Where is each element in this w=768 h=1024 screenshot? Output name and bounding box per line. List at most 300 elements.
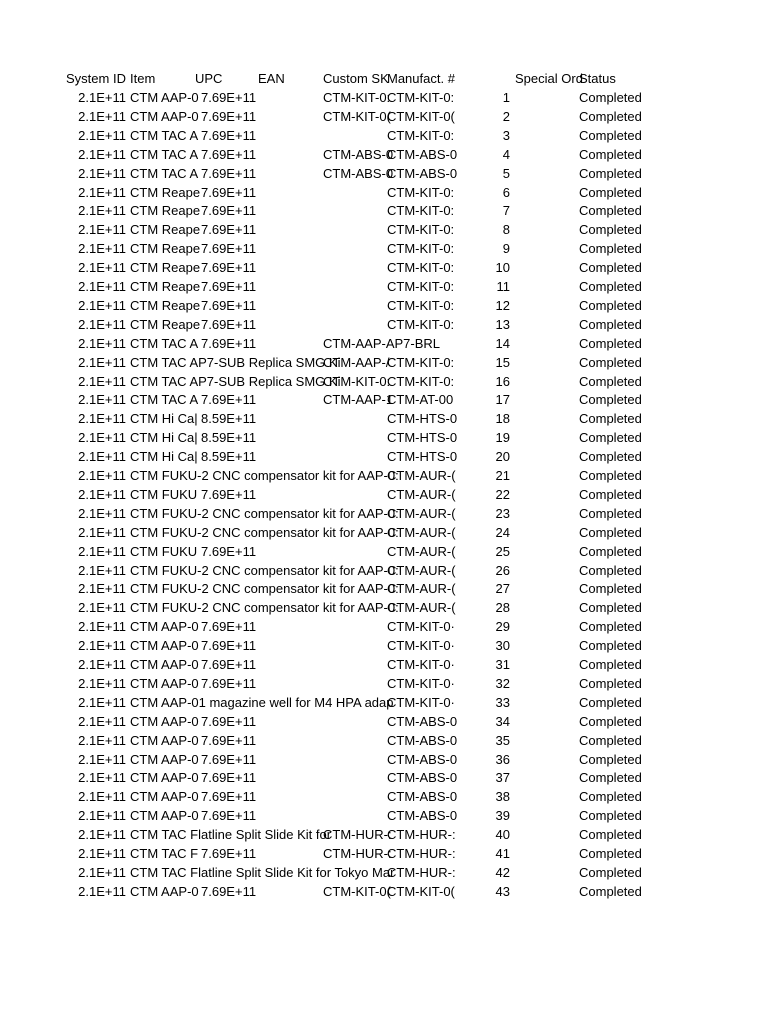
cell-upc[interactable] (201, 598, 319, 617)
cell-custom-sku[interactable] (323, 693, 385, 712)
cell-manufact[interactable]: CTM-KIT-0· (387, 657, 455, 672)
cell-custom-sku[interactable] (323, 277, 385, 296)
cell-custom-sku[interactable]: CTM-KIT-0( (323, 883, 391, 899)
cell-item[interactable]: CTM TAC Flatline Split Slide Kit for (130, 827, 332, 843)
cell-special-order[interactable]: 11 (496, 279, 510, 294)
cell-manufact[interactable]: CTM-AUR-( (387, 543, 456, 559)
cell-manufact[interactable]: CTM-ABS-0 (387, 732, 458, 748)
cell-special-order[interactable]: 20 (495, 449, 510, 465)
cell-item[interactable]: CTM AAP-0 (130, 675, 199, 691)
cell-system-id[interactable]: 2.1E+11 (78, 486, 126, 502)
cell-manufact[interactable]: CTM-AUR-( (387, 600, 456, 616)
cell-item[interactable]: CTM AAP-0 (130, 619, 199, 635)
cell-status[interactable]: Completed (579, 335, 642, 351)
cell-system-id[interactable]: 2.1E+11 (78, 430, 126, 446)
cell-upc[interactable]: 7.69E+11 (201, 146, 257, 162)
cell-upc[interactable] (201, 561, 319, 580)
cell-system-id[interactable]: 2.1E+11 (78, 657, 126, 672)
cell-system-id[interactable]: 2.1E+11 (78, 543, 126, 559)
cell-upc[interactable]: 7.69E+11 (201, 808, 257, 824)
cell-upc[interactable]: 7.69E+11 (201, 90, 257, 105)
cell-system-id[interactable]: 2.1E+11 (78, 222, 126, 238)
cell-system-id[interactable]: 2.1E+11 (78, 751, 126, 767)
cell-manufact[interactable]: CTM-KIT-0· (387, 619, 455, 635)
cell-system-id[interactable]: 2.1E+11 (78, 449, 126, 465)
cell-upc[interactable]: 7.69E+11 (201, 732, 257, 748)
cell-item[interactable]: CTM TAC F (130, 846, 199, 861)
cell-special-order[interactable]: 23 (495, 505, 510, 521)
cell-system-id[interactable]: 2.1E+11 (78, 864, 126, 880)
cell-custom-sku[interactable] (323, 598, 385, 617)
cell-custom-sku[interactable]: CTM-AAP-AP7-BRL (323, 335, 441, 351)
cell-custom-sku[interactable] (323, 542, 385, 561)
cell-manufact[interactable]: CTM-KIT-0: (387, 260, 455, 276)
cell-system-id[interactable]: 2.1E+11 (78, 789, 126, 805)
cell-upc[interactable]: 7.69E+11 (201, 846, 257, 861)
cell-system-id[interactable]: 2.1E+11 (78, 90, 126, 105)
cell-special-order[interactable]: 43 (495, 883, 510, 899)
cell-system-id[interactable]: 2.1E+11 (78, 846, 126, 861)
cell-status[interactable]: Completed (579, 864, 642, 880)
cell-status[interactable]: Completed (579, 732, 642, 748)
cell-status[interactable]: Completed (579, 108, 642, 124)
cell-manufact[interactable]: CTM-AUR-( (387, 468, 456, 483)
cell-upc[interactable]: 7.69E+11 (201, 316, 257, 332)
header-upc[interactable]: UPC (195, 71, 223, 86)
cell-system-id[interactable]: 2.1E+11 (78, 732, 126, 748)
cell-system-id[interactable]: 2.1E+11 (78, 581, 126, 597)
cell-status[interactable]: Completed (579, 751, 642, 767)
cell-system-id[interactable]: 2.1E+11 (78, 297, 126, 313)
cell-special-order[interactable]: 14 (495, 335, 510, 351)
cell-system-id[interactable]: 2.1E+11 (78, 260, 126, 276)
cell-custom-sku[interactable] (323, 768, 385, 787)
cell-upc[interactable] (201, 693, 319, 712)
cell-special-order[interactable]: 9 (502, 241, 510, 257)
cell-system-id[interactable]: 2.1E+11 (78, 562, 126, 578)
cell-item[interactable]: CTM Reape (130, 203, 201, 219)
cell-item[interactable]: CTM TAC A (130, 127, 199, 143)
cell-status[interactable]: Completed (579, 694, 642, 710)
cell-upc[interactable]: 7.69E+11 (201, 203, 257, 219)
cell-custom-sku[interactable]: CTM-AAP-/ (323, 354, 390, 370)
cell-manufact[interactable]: CTM-KIT-0: (387, 203, 455, 219)
cell-manufact[interactable]: CTM-ABS-0 (387, 713, 458, 729)
cell-custom-sku[interactable] (323, 806, 385, 825)
cell-status[interactable]: Completed (579, 505, 642, 521)
header-status[interactable]: Status (579, 71, 616, 86)
cell-system-id[interactable]: 2.1E+11 (78, 468, 126, 483)
cell-system-id[interactable]: 2.1E+11 (78, 184, 126, 200)
cell-special-order[interactable]: 21 (495, 468, 510, 483)
cell-item[interactable]: CTM Reape (130, 184, 201, 200)
cell-item[interactable]: CTM AAP-0 (130, 808, 199, 824)
cell-manufact[interactable]: CTM-AUR-( (387, 486, 456, 502)
cell-manufact[interactable]: CTM-KIT-0: (387, 297, 455, 313)
cell-status[interactable]: Completed (579, 241, 642, 257)
cell-system-id[interactable]: 2.1E+11 (78, 279, 126, 294)
cell-manufact[interactable]: CTM-HTS-0 (387, 449, 458, 465)
cell-status[interactable]: Completed (579, 789, 642, 805)
cell-system-id[interactable]: 2.1E+11 (78, 694, 126, 710)
cell-special-order[interactable]: 12 (495, 297, 510, 313)
cell-special-order[interactable]: 17 (495, 392, 510, 408)
cell-upc[interactable]: 8.59E+11 (201, 430, 257, 446)
cell-custom-sku[interactable]: CTM-AAP-1 (323, 392, 394, 408)
cell-upc[interactable]: 7.69E+11 (201, 260, 257, 276)
header-item[interactable]: Item (130, 71, 156, 86)
cell-system-id[interactable]: 2.1E+11 (78, 203, 126, 219)
cell-system-id[interactable]: 2.1E+11 (78, 883, 126, 899)
cell-system-id[interactable]: 2.1E+11 (78, 524, 126, 540)
cell-manufact[interactable]: CTM-HTS-0 (387, 411, 458, 427)
cell-special-order[interactable]: 22 (495, 486, 510, 502)
cell-custom-sku[interactable] (323, 523, 385, 542)
cell-special-order[interactable]: 15 (495, 354, 510, 370)
cell-special-order[interactable]: 8 (502, 222, 510, 238)
cell-status[interactable]: Completed (579, 619, 642, 635)
cell-system-id[interactable]: 2.1E+11 (78, 127, 126, 143)
cell-item[interactable]: CTM FUKU-2 CNC compensator kit for AAP-0: (130, 562, 399, 578)
cell-system-id[interactable]: 2.1E+11 (78, 146, 126, 162)
cell-manufact[interactable]: CTM-ABS-0 (387, 146, 458, 162)
cell-upc[interactable]: 7.69E+11 (201, 751, 257, 767)
cell-system-id[interactable]: 2.1E+11 (78, 619, 126, 635)
cell-upc[interactable]: 7.69E+11 (201, 619, 257, 635)
cell-upc[interactable] (201, 523, 319, 542)
cell-item[interactable]: CTM FUKU-2 CNC compensator kit for AAP-0: (130, 505, 399, 521)
cell-manufact[interactable]: CTM-KIT-0: (387, 316, 455, 332)
cell-special-order[interactable]: 33 (495, 694, 510, 710)
cell-special-order[interactable]: 10 (495, 260, 510, 276)
cell-item[interactable]: CTM Reape (130, 222, 201, 238)
cell-item[interactable]: CTM TAC AP7-SUB Replica SMG Ki (130, 373, 341, 389)
cell-custom-sku[interactable]: CTM-ABS-0 (323, 146, 394, 162)
cell-special-order[interactable]: 31 (495, 657, 510, 672)
cell-system-id[interactable]: 2.1E+11 (78, 316, 126, 332)
cell-item[interactable]: CTM FUKU-2 CNC compensator kit for AAP-0: (130, 468, 399, 483)
cell-custom-sku[interactable] (323, 504, 385, 523)
cell-upc[interactable]: 7.69E+11 (201, 883, 257, 899)
cell-manufact[interactable]: CTM-AUR-( (387, 562, 456, 578)
cell-special-order[interactable]: 36 (495, 751, 510, 767)
cell-system-id[interactable]: 2.1E+11 (78, 808, 126, 824)
cell-system-id[interactable]: 2.1E+11 (78, 713, 126, 729)
cell-custom-sku[interactable] (323, 863, 385, 882)
cell-item[interactable]: CTM FUKU-2 CNC compensator kit for AAP-0: (130, 524, 399, 540)
cell-special-order[interactable]: 5 (502, 165, 510, 181)
cell-upc[interactable]: 7.69E+11 (201, 184, 257, 200)
cell-manufact[interactable]: CTM-KIT-0: (387, 222, 455, 238)
cell-status[interactable]: Completed (579, 316, 642, 332)
cell-custom-sku[interactable]: CTM-ABS-0 (323, 165, 394, 181)
cell-status[interactable]: Completed (579, 165, 642, 181)
cell-upc[interactable]: 7.69E+11 (201, 486, 257, 502)
cell-manufact[interactable]: CTM-AUR-( (387, 524, 456, 540)
header-custom-sku[interactable]: Custom SK (323, 71, 389, 86)
cell-manufact[interactable]: CTM-KIT-0: (387, 279, 455, 294)
cell-special-order[interactable]: 2 (502, 108, 510, 124)
cell-status[interactable]: Completed (579, 392, 642, 408)
cell-custom-sku[interactable] (323, 466, 385, 485)
cell-custom-sku[interactable] (323, 409, 385, 428)
cell-status[interactable]: Completed (579, 675, 642, 691)
cell-status[interactable]: Completed (579, 581, 642, 597)
cell-special-order[interactable]: 25 (495, 543, 510, 559)
cell-item[interactable]: CTM TAC AP7-SUB Replica SMG Ki (130, 354, 341, 370)
cell-custom-sku[interactable] (323, 674, 385, 693)
cell-upc[interactable] (201, 579, 319, 598)
cell-item[interactable]: CTM FUKU (130, 486, 198, 502)
cell-special-order[interactable]: 18 (495, 411, 510, 427)
cell-manufact[interactable]: CTM-KIT-0( (387, 883, 455, 899)
cell-status[interactable]: Completed (579, 808, 642, 824)
cell-status[interactable]: Completed (579, 562, 642, 578)
cell-custom-sku[interactable] (323, 617, 385, 636)
cell-special-order[interactable]: 1 (502, 90, 510, 105)
cell-item[interactable]: CTM AAP-0 (130, 883, 199, 899)
cell-special-order[interactable]: 13 (495, 316, 510, 332)
cell-upc[interactable]: 7.69E+11 (201, 297, 257, 313)
cell-custom-sku[interactable] (323, 447, 385, 466)
cell-special-order[interactable]: 19 (495, 430, 510, 446)
cell-status[interactable]: Completed (579, 486, 642, 502)
cell-manufact[interactable]: CTM-ABS-0 (387, 165, 458, 181)
cell-item[interactable]: CTM FUKU-2 CNC compensator kit for AAP-0: (130, 581, 399, 597)
cell-special-order[interactable]: 4 (502, 146, 510, 162)
cell-item[interactable]: CTM AAP-0 (130, 732, 199, 748)
cell-upc[interactable]: 7.69E+11 (201, 241, 257, 257)
cell-item[interactable]: CTM AAP-0 (130, 713, 199, 729)
cell-item[interactable]: CTM AAP-0 (130, 657, 199, 672)
cell-custom-sku[interactable]: CTM-HUR-: (323, 846, 392, 861)
cell-special-order[interactable]: 38 (495, 789, 510, 805)
cell-special-order[interactable]: 40 (495, 827, 510, 843)
cell-custom-sku[interactable] (323, 126, 385, 145)
cell-manufact[interactable]: CTM-HUR-: (387, 827, 456, 843)
cell-manufact[interactable]: CTM-KIT-0· (387, 638, 455, 654)
cell-status[interactable]: Completed (579, 354, 642, 370)
cell-custom-sku[interactable] (323, 315, 385, 334)
cell-manufact[interactable]: CTM-ABS-0 (387, 770, 458, 786)
cell-status[interactable]: Completed (579, 713, 642, 729)
cell-status[interactable]: Completed (579, 770, 642, 786)
cell-special-order[interactable]: 32 (495, 675, 510, 691)
cell-upc[interactable] (201, 372, 319, 391)
cell-upc[interactable] (201, 863, 319, 882)
cell-manufact[interactable]: CTM-ABS-0 (387, 789, 458, 805)
cell-upc[interactable]: 7.69E+11 (201, 675, 257, 691)
cell-custom-sku[interactable] (323, 201, 385, 220)
cell-system-id[interactable]: 2.1E+11 (78, 373, 126, 389)
cell-status[interactable]: Completed (579, 468, 642, 483)
cell-system-id[interactable]: 2.1E+11 (78, 675, 126, 691)
cell-status[interactable]: Completed (579, 297, 642, 313)
cell-manufact[interactable]: CTM-KIT-0: (387, 373, 455, 389)
cell-item[interactable]: CTM Hi Ca| (130, 449, 198, 465)
cell-upc[interactable]: 7.69E+11 (201, 222, 257, 238)
cell-system-id[interactable]: 2.1E+11 (78, 108, 126, 124)
cell-special-order[interactable]: 34 (495, 713, 510, 729)
cell-upc[interactable]: 7.69E+11 (201, 392, 257, 408)
cell-system-id[interactable]: 2.1E+11 (78, 241, 126, 257)
cell-custom-sku[interactable] (323, 787, 385, 806)
cell-system-id[interactable]: 2.1E+11 (78, 354, 126, 370)
cell-item[interactable]: CTM Hi Ca| (130, 430, 198, 446)
cell-system-id[interactable]: 2.1E+11 (78, 638, 126, 654)
cell-upc[interactable]: 7.69E+11 (201, 638, 257, 654)
cell-upc[interactable]: 7.69E+11 (201, 279, 257, 294)
cell-manufact[interactable]: CTM-HTS-0 (387, 430, 458, 446)
cell-upc[interactable]: 8.59E+11 (201, 449, 257, 465)
cell-special-order[interactable]: 3 (502, 127, 510, 143)
cell-system-id[interactable]: 2.1E+11 (78, 827, 126, 843)
cell-item[interactable]: CTM Reape (130, 316, 201, 332)
cell-special-order[interactable]: 6 (502, 184, 510, 200)
cell-item[interactable]: CTM AAP-0 (130, 770, 199, 786)
cell-manufact[interactable]: CTM-AUR-( (387, 505, 456, 521)
cell-manufact[interactable]: CTM-HUR-: (387, 864, 456, 880)
header-system-id[interactable]: System ID (66, 71, 126, 86)
cell-status[interactable]: Completed (579, 260, 642, 276)
cell-custom-sku[interactable]: CTM-KIT-0: (323, 90, 391, 105)
cell-manufact[interactable]: CTM-KIT-0: (387, 354, 455, 370)
cell-status[interactable]: Completed (579, 279, 642, 294)
cell-custom-sku[interactable] (323, 579, 385, 598)
cell-system-id[interactable]: 2.1E+11 (78, 600, 126, 616)
cell-status[interactable]: Completed (579, 203, 642, 219)
cell-item[interactable]: CTM Reape (130, 260, 201, 276)
cell-manufact[interactable]: CTM-ABS-0 (387, 808, 458, 824)
cell-system-id[interactable]: 2.1E+11 (78, 411, 126, 427)
cell-item[interactable]: CTM Reape (130, 241, 201, 257)
cell-item[interactable]: CTM FUKU (130, 543, 198, 559)
cell-special-order[interactable]: 16 (495, 373, 510, 389)
header-ean[interactable]: EAN (258, 71, 285, 86)
cell-manufact[interactable]: CTM-KIT-0: (387, 127, 455, 143)
cell-custom-sku[interactable] (323, 220, 385, 239)
cell-custom-sku[interactable] (323, 712, 385, 731)
cell-custom-sku[interactable] (323, 636, 385, 655)
cell-item[interactable]: CTM TAC A (130, 335, 199, 351)
cell-manufact[interactable]: CTM-KIT-0· (387, 694, 455, 710)
cell-status[interactable]: Completed (579, 430, 642, 446)
cell-system-id[interactable]: 2.1E+11 (78, 505, 126, 521)
cell-special-order[interactable]: 24 (495, 524, 510, 540)
cell-special-order[interactable]: 29 (495, 619, 510, 635)
cell-item[interactable]: CTM TAC A (130, 165, 199, 181)
cell-item[interactable]: CTM FUKU-2 CNC compensator kit for AAP-0: (130, 600, 399, 616)
cell-status[interactable]: Completed (579, 600, 642, 616)
cell-custom-sku[interactable]: CTM-HUR-: (323, 827, 392, 843)
cell-system-id[interactable]: 2.1E+11 (78, 335, 126, 351)
cell-custom-sku[interactable] (323, 655, 385, 674)
cell-manufact[interactable] (387, 334, 449, 353)
cell-status[interactable]: Completed (579, 543, 642, 559)
cell-custom-sku[interactable] (323, 296, 385, 315)
cell-status[interactable]: Completed (579, 411, 642, 427)
cell-item[interactable]: CTM AAP-0 (130, 751, 199, 767)
cell-manufact[interactable]: CTM-HUR-: (387, 846, 456, 861)
cell-special-order[interactable]: 30 (495, 638, 510, 654)
cell-item[interactable]: CTM AAP-0 (130, 789, 199, 805)
header-special-order[interactable]: Special Ord (515, 71, 583, 86)
cell-manufact[interactable]: CTM-KIT-0: (387, 90, 455, 105)
cell-item[interactable]: CTM AAP-0 (130, 638, 199, 654)
cell-item[interactable]: CTM AAP-01 magazine well for M4 HPA adap (130, 694, 394, 710)
cell-manufact[interactable]: CTM-AT-00 (387, 392, 454, 408)
cell-status[interactable]: Completed (579, 883, 642, 899)
cell-custom-sku[interactable] (323, 258, 385, 277)
cell-status[interactable]: Completed (579, 449, 642, 465)
cell-status[interactable]: Completed (579, 127, 642, 143)
cell-item[interactable]: CTM Reape (130, 297, 201, 313)
cell-upc[interactable]: 7.69E+11 (201, 789, 257, 805)
cell-item[interactable]: CTM Hi Ca| (130, 411, 198, 427)
cell-upc[interactable] (201, 825, 319, 844)
cell-status[interactable]: Completed (579, 657, 642, 672)
cell-status[interactable]: Completed (579, 373, 642, 389)
cell-custom-sku[interactable] (323, 428, 385, 447)
cell-special-order[interactable]: 37 (495, 770, 510, 786)
cell-upc[interactable]: 7.69E+11 (201, 657, 257, 672)
cell-status[interactable]: Completed (579, 638, 642, 654)
cell-item[interactable]: CTM TAC A (130, 392, 199, 408)
cell-upc[interactable] (201, 504, 319, 523)
cell-special-order[interactable]: 41 (495, 846, 510, 861)
cell-status[interactable]: Completed (579, 146, 642, 162)
cell-status[interactable]: Completed (579, 184, 642, 200)
cell-item[interactable]: CTM TAC A (130, 146, 199, 162)
cell-custom-sku[interactable] (323, 731, 385, 750)
cell-upc[interactable]: 7.69E+11 (201, 770, 257, 786)
cell-manufact[interactable]: CTM-KIT-0( (387, 108, 455, 124)
cell-upc[interactable]: 7.69E+11 (201, 127, 257, 143)
cell-system-id[interactable]: 2.1E+11 (78, 392, 126, 408)
cell-special-order[interactable]: 26 (495, 562, 510, 578)
cell-upc[interactable]: 7.69E+11 (201, 335, 257, 351)
cell-upc[interactable]: 7.69E+11 (201, 165, 257, 181)
cell-upc[interactable]: 7.69E+11 (201, 713, 257, 729)
cell-item[interactable]: CTM AAP-0 (130, 108, 199, 124)
cell-status[interactable]: Completed (579, 90, 642, 105)
cell-custom-sku[interactable] (323, 239, 385, 258)
cell-upc[interactable]: 7.69E+11 (201, 543, 257, 559)
cell-special-order[interactable]: 28 (495, 600, 510, 616)
cell-manufact[interactable]: CTM-ABS-0 (387, 751, 458, 767)
cell-custom-sku[interactable] (323, 183, 385, 202)
cell-system-id[interactable]: 2.1E+11 (78, 165, 126, 181)
cell-upc[interactable]: 8.59E+11 (201, 411, 257, 427)
cell-upc[interactable] (201, 466, 319, 485)
cell-item[interactable]: CTM AAP-0 (130, 90, 199, 105)
cell-status[interactable]: Completed (579, 524, 642, 540)
cell-item[interactable]: CTM TAC Flatline Split Slide Kit for Tokyo Mar (130, 864, 395, 880)
header-manufact[interactable]: Manufact. # (387, 71, 455, 86)
cell-upc[interactable]: 7.69E+11 (201, 108, 257, 124)
cell-status[interactable]: Completed (579, 222, 642, 238)
cell-status[interactable]: Completed (579, 827, 642, 843)
cell-special-order[interactable]: 7 (502, 203, 510, 219)
cell-special-order[interactable]: 27 (495, 581, 510, 597)
cell-custom-sku[interactable] (323, 561, 385, 580)
cell-custom-sku[interactable]: CTM-KIT-0: (323, 373, 391, 389)
cell-manufact[interactable]: CTM-KIT-0· (387, 675, 455, 691)
cell-special-order[interactable]: 42 (495, 864, 510, 880)
cell-special-order[interactable]: 35 (495, 732, 510, 748)
cell-item[interactable]: CTM Reape (130, 279, 201, 294)
cell-status[interactable]: Completed (579, 846, 642, 861)
